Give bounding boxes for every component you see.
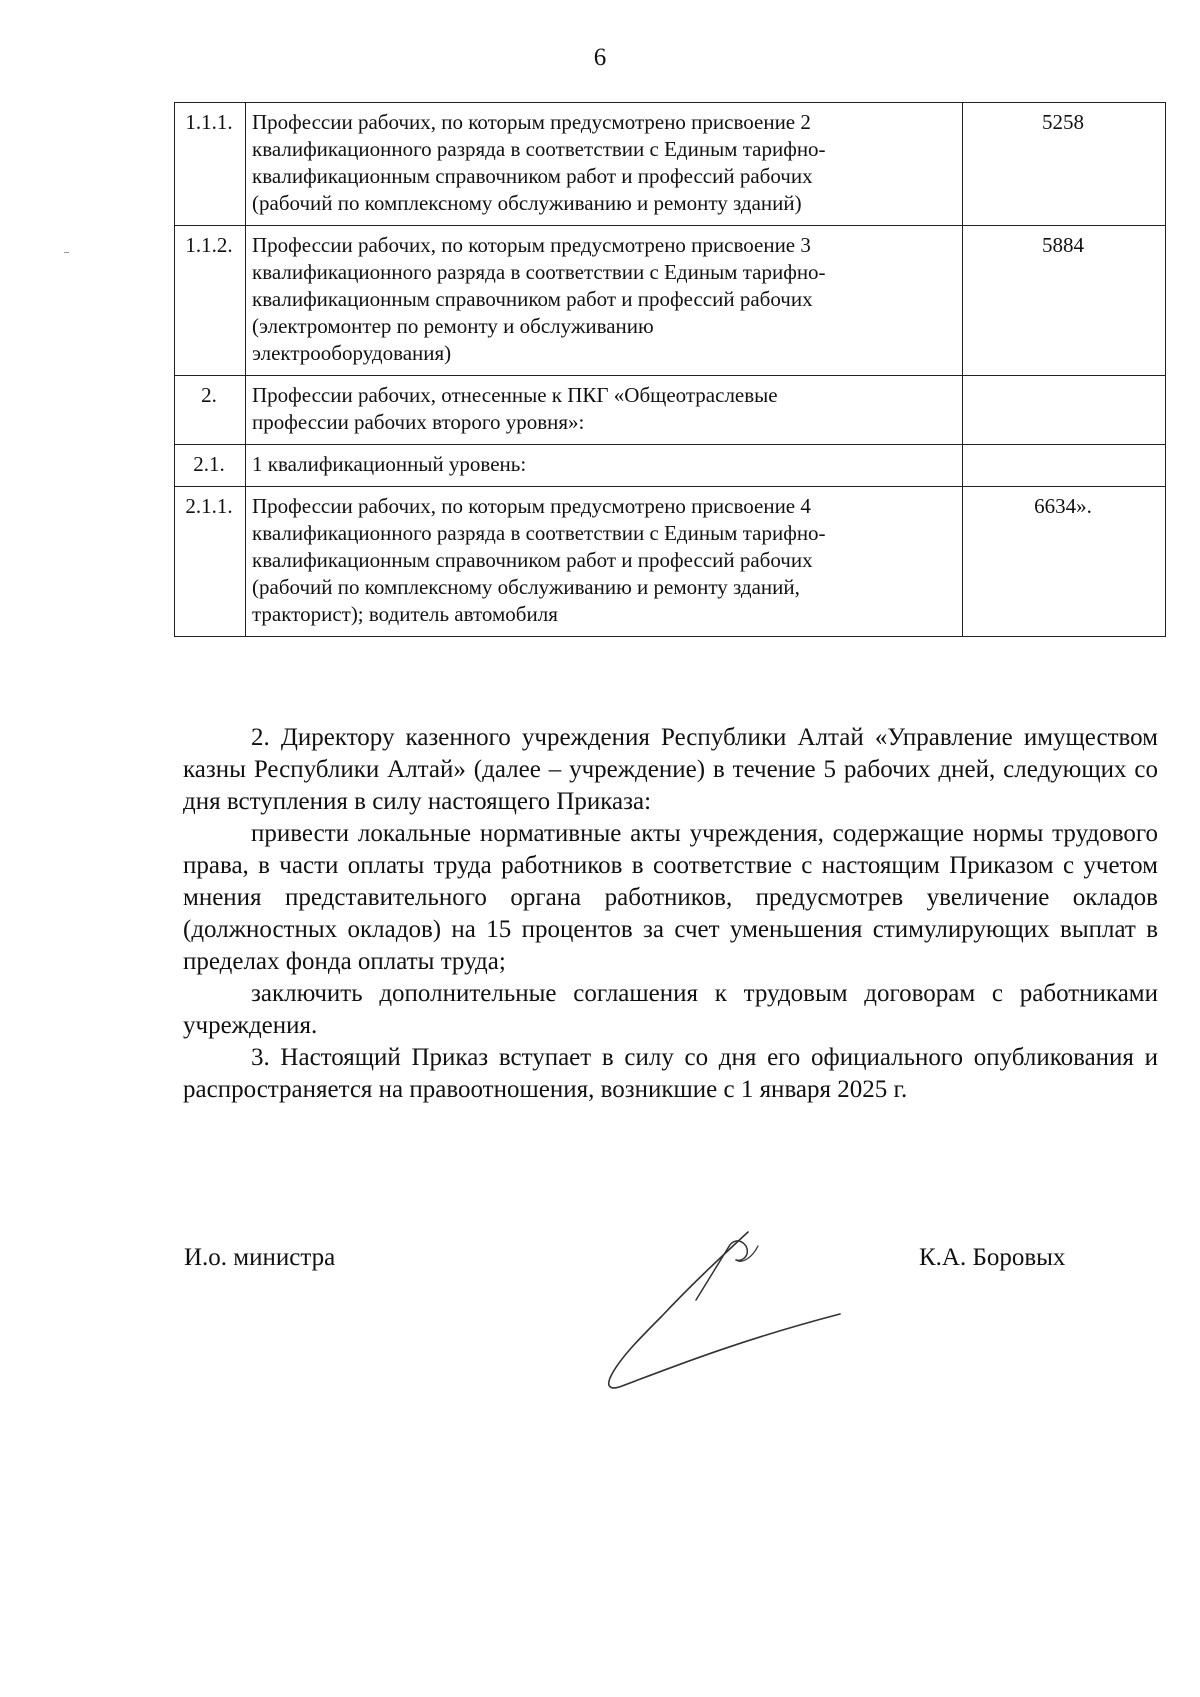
scan-artifact bbox=[64, 252, 69, 253]
salary-value bbox=[963, 445, 1166, 487]
table-row bbox=[175, 487, 1166, 637]
signatory-name: К.А. Боровых bbox=[919, 1244, 1066, 1271]
qualification-level: 1 квалификационный уровень: bbox=[246, 445, 963, 487]
row-number: 2.1. bbox=[175, 445, 246, 487]
signatory-position: И.о. министра bbox=[184, 1244, 336, 1271]
salary-value: 5258 bbox=[963, 103, 1166, 226]
profession-description: Профессии рабочих, по которым предусмотрено присвоение 2 квалификационного разряда в соответствии с Единым тарифно- квалификационным справочником работ и профессий рабочих (рабочий по комплексному обслуживанию и ремонту зданий) bbox=[246, 103, 963, 226]
paragraph-effective-date: 3. Настоящий Приказ вступает в силу со дня его официального опубликования и распространяется на правоотношения, возникшие с 1 января 2025 г. bbox=[183, 1044, 1158, 1103]
profession-description: Профессии рабочих, по которым предусмотрено присвоение 3 квалификационного разряда в соответствии с Единым тарифно- квалификационным справочником работ и профессий рабочих (электромонтер по ремонту и обслуживанию электрооборудования) bbox=[246, 226, 963, 376]
page-number: 6 bbox=[593, 44, 607, 71]
row-number: 2.1.1. bbox=[175, 487, 246, 637]
paragraph-bring-acts: привести локальные нормативные акты учреждения, содержащие нормы трудового права, в части оплаты труда работников в соответствие с настоящим Приказом с учетом мнения представительного органа работников, предусмотрев увеличение окладов (должностных окладов) на 15 процентов за счет уменьшения стимулирующих выплат в пределах фонда оплаты труда; bbox=[183, 820, 1158, 975]
table-row bbox=[175, 226, 1166, 376]
row-number: 1.1.1. bbox=[175, 103, 246, 226]
profession-group-title: Профессии рабочих, отнесенные к ПКГ «Общеотраслевые профессии рабочих второго уровня»: bbox=[246, 376, 963, 445]
table-row bbox=[175, 376, 1166, 445]
handwritten-signature bbox=[600, 1228, 860, 1393]
salary-value: 5884 bbox=[963, 226, 1166, 376]
paragraph-director-instruction: 2. Директору казенного учреждения Республики Алтай «Управление имуществом казны Республики Алтай» (далее – учреждение) в течение 5 рабочих дней, следующих со дня вступления в силу настоящего Приказа: bbox=[183, 724, 1158, 815]
salary-table bbox=[174, 102, 1166, 637]
paragraph-agreements: заключить дополнительные соглашения к трудовым договорам с работниками учреждения. bbox=[183, 980, 1158, 1039]
row-number: 2. bbox=[175, 376, 246, 445]
table-row bbox=[175, 103, 1166, 226]
salary-value bbox=[963, 376, 1166, 445]
row-number: 1.1.2. bbox=[175, 226, 246, 376]
salary-value: 6634». bbox=[963, 487, 1166, 637]
table-row bbox=[175, 445, 1166, 487]
profession-description: Профессии рабочих, по которым предусмотрено присвоение 4 квалификационного разряда в соответствии с Единым тарифно- квалификационным справочником работ и профессий рабочих (рабочий по комплексному обслуживанию и ремонту зданий, тракторист); водитель автомобиля bbox=[246, 487, 963, 637]
order-body bbox=[183, 722, 1158, 1106]
